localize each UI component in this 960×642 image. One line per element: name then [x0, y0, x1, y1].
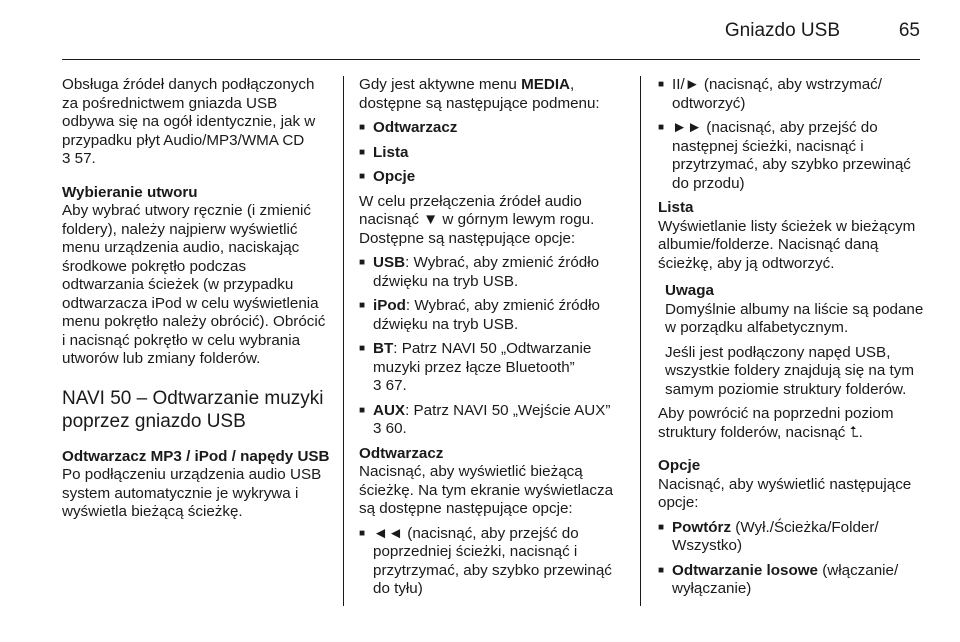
column-1	[62, 76, 332, 522]
subheading: Odtwarzacz MP3 / iPod / napędy USB	[62, 447, 330, 465]
list-item: ■ USB: Wybrać, aby zmienić źródło dźwięku na tryb USB.	[359, 254, 600, 290]
list-item: ■ II/► (nacisnąć, aby wstrzymać/ odtworzyć)	[658, 76, 882, 112]
note-block	[658, 282, 926, 399]
intro-text: Obsługa źródeł danych podłączonych za pośrednictwem gniazda USB odbywa się na ogół identycznie, jak w przypadku płyt Audio/MP3/WMA CD 3 57.	[62, 76, 316, 167]
note-text: Jeśli jest podłączony napęd USB, wszystkie foldery znajdują się na tym samym poziomie struktury folderów.	[665, 343, 915, 398]
paragraph: Nacisnąć, aby wyświetlić następujące opcje:	[658, 475, 912, 511]
list-item: ■ ◄◄ (nacisnąć, aby przejść do poprzedniej ścieżki, nacisnąć i przytrzymać, aby szybko przewinąć do tyłu)	[359, 524, 612, 597]
list-item: ■ ►► (nacisnąć, aby przejść do następnej ścieżki, nacisnąć i przytrzymać, aby szybko przewinąć do przodu)	[658, 119, 911, 192]
note-heading: Uwaga	[665, 282, 714, 299]
page-number: 65	[898, 20, 920, 41]
list-item: ■ iPod: Wybrać, aby zmienić źródło dźwięku na tryb USB.	[359, 297, 600, 333]
page-header	[0, 16, 920, 48]
list-item: ■ Odtwarzanie losowe (włączanie/ wyłączanie)	[658, 561, 899, 597]
column-2	[359, 76, 627, 599]
subheading: Lista	[658, 199, 694, 216]
column-3	[658, 76, 926, 599]
section-heading: NAVI 50 – Odtwarzanie muzyki poprzez gniazdo USB	[62, 387, 324, 432]
list-item: ■ Odtwarzacz	[359, 119, 458, 136]
list-item: ■ Powtórz (Wył./Ścieżka/Folder/ Wszystko)	[658, 518, 879, 554]
page-title: Gniazdo USB	[724, 20, 840, 41]
list-item: ■ BT: Patrz NAVI 50 „Odtwarzanie muzyki przez łącze Bluetooth” 3 67.	[359, 340, 592, 394]
paragraph: Aby wybrać utwory ręcznie (i zmienić foldery), należy najpierw wyświetlić menu urządzenia audio, naciskając środkowe pokrętło podczas odtwarzania ścieżek (w przypadku odtwarzacza iPod w celu wyświetlenia menu pokrętło należy obrócić). Obrócić i nacisnąć pokrętło w celu wybrania utworów lub zmiany folderów.	[62, 202, 326, 367]
list-item: ■ AUX: Patrz NAVI 50 „Wejście AUX” 3 60.	[359, 401, 611, 437]
heading-track-select: Wybieranie utworu	[62, 183, 198, 201]
paragraph: Po podłączeniu urządzenia audio USB system automatycznie je wykrywa i wyświetla bieżącą ścieżkę.	[62, 466, 322, 520]
subheading: Odtwarzacz	[359, 444, 444, 462]
intro-text: Gdy jest aktywne menu MEDIA, dostępne są następujące podmenu:	[359, 76, 600, 112]
paragraph: Wyświetlanie listy ścieżek w bieżącym albumie/folderze. Nacisnąć daną ścieżkę, aby ją odtworzyć.	[658, 217, 916, 272]
note-text: Domyślnie albumy na liście są podane w porządku alfabetycznym.	[665, 300, 924, 336]
paragraph: W celu przełączenia źródeł audio nacisnąć ▼ w górnym lewym rogu. Dostępne są następujące opcje:	[359, 192, 595, 247]
paragraph: Nacisnąć, aby wyświetlić bieżącą ścieżkę. Na tym ekranie wyświetlacza są dostępne następujące opcje:	[359, 463, 614, 517]
subheading: Opcje	[658, 457, 701, 474]
header-rule	[62, 59, 920, 60]
paragraph: Aby powrócić na poprzedni poziom struktury folderów, nacisnąć ⮤.	[658, 405, 894, 441]
column-divider	[343, 76, 344, 606]
list-item: ■ Opcje	[359, 168, 416, 185]
column-divider	[640, 76, 641, 606]
list-item: ■ Lista	[359, 143, 409, 161]
